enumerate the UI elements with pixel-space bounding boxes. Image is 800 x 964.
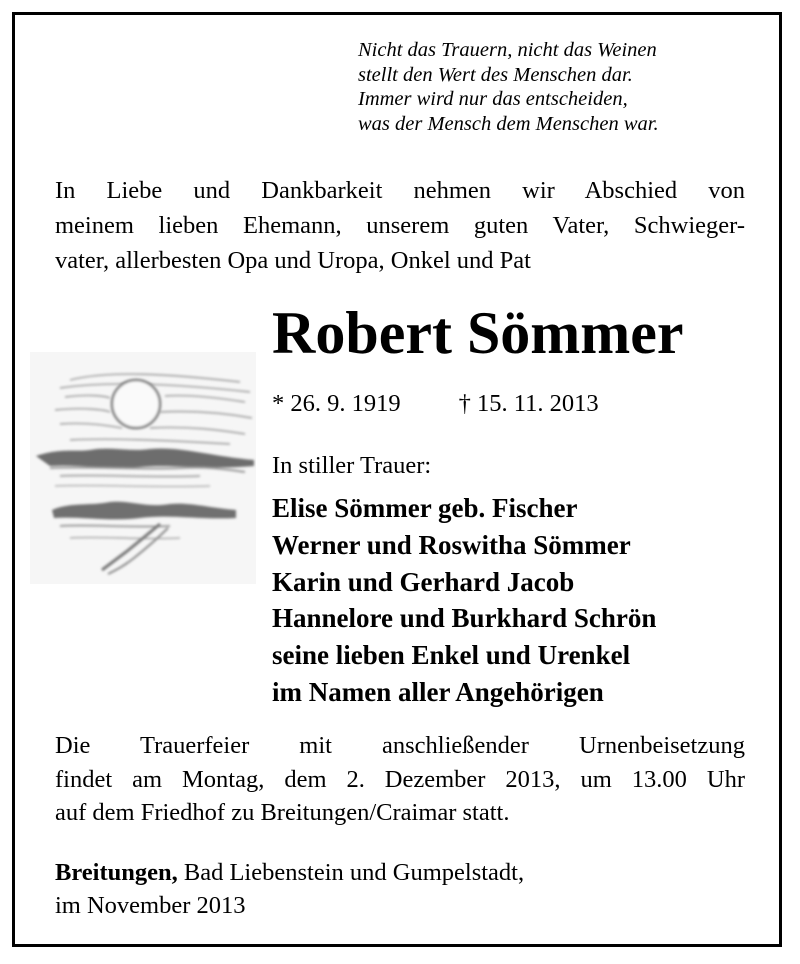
intro-line: In Liebe und Dankbarkeit nehmen wir Abschied von xyxy=(55,177,745,204)
intro-line: meinem lieben Ehemann, unserem guten Vater, Schwieger- xyxy=(55,212,745,239)
death-date: † 15. 11. 2013 xyxy=(458,390,599,417)
mourner-line: Elise Sömmer geb. Fischer xyxy=(272,493,578,523)
life-dates xyxy=(272,388,599,420)
poem-line: was der Mensch dem Menschen war. xyxy=(358,112,659,135)
poem-line: Nicht das Trauern, nicht das Weinen xyxy=(358,39,657,61)
poem-line: stellt den Wert des Menschen dar. xyxy=(358,63,633,86)
birth-date: * 26. 9. 1919 xyxy=(272,390,401,417)
place-others: Bad Liebenstein und Gumpelstadt, xyxy=(177,859,525,886)
ceremony-line: auf dem Friedhof zu Breitungen/Craimar statt. xyxy=(55,799,510,826)
mourner-line: im Namen aller Angehörigen xyxy=(272,676,604,707)
intro-line: vater, allerbesten Opa und Uropa, Onkel und Pat xyxy=(55,247,531,274)
place-primary: Breitungen, xyxy=(55,859,178,886)
deceased-name: Robert Sömmer xyxy=(272,300,684,366)
ceremony-line: findet am Montag, dem 2. Dezember 2013, um 13.00 Uhr xyxy=(55,765,745,793)
mourner-line: Hannelore und Burkhard Schrön xyxy=(272,603,657,634)
poem xyxy=(358,38,659,136)
poem-line: Immer wird nur das entscheiden, xyxy=(358,88,628,110)
intro-text xyxy=(55,173,745,278)
notice-date: im November 2013 xyxy=(55,892,246,919)
landscape-drawing xyxy=(30,352,256,584)
mourners-list xyxy=(272,490,656,711)
ceremony-line: Die Trauerfeier mit anschließender Urnenbeisetzung xyxy=(55,732,745,759)
mourner-line: Karin und Gerhard Jacob xyxy=(272,566,575,597)
mourner-line: seine lieben Enkel und Urenkel xyxy=(272,640,631,671)
ceremony-details xyxy=(55,729,745,830)
mourner-line: Werner und Roswitha Sömmer xyxy=(272,529,631,560)
place-and-date xyxy=(55,856,524,922)
mourning-label: In stiller Trauer: xyxy=(272,452,432,479)
